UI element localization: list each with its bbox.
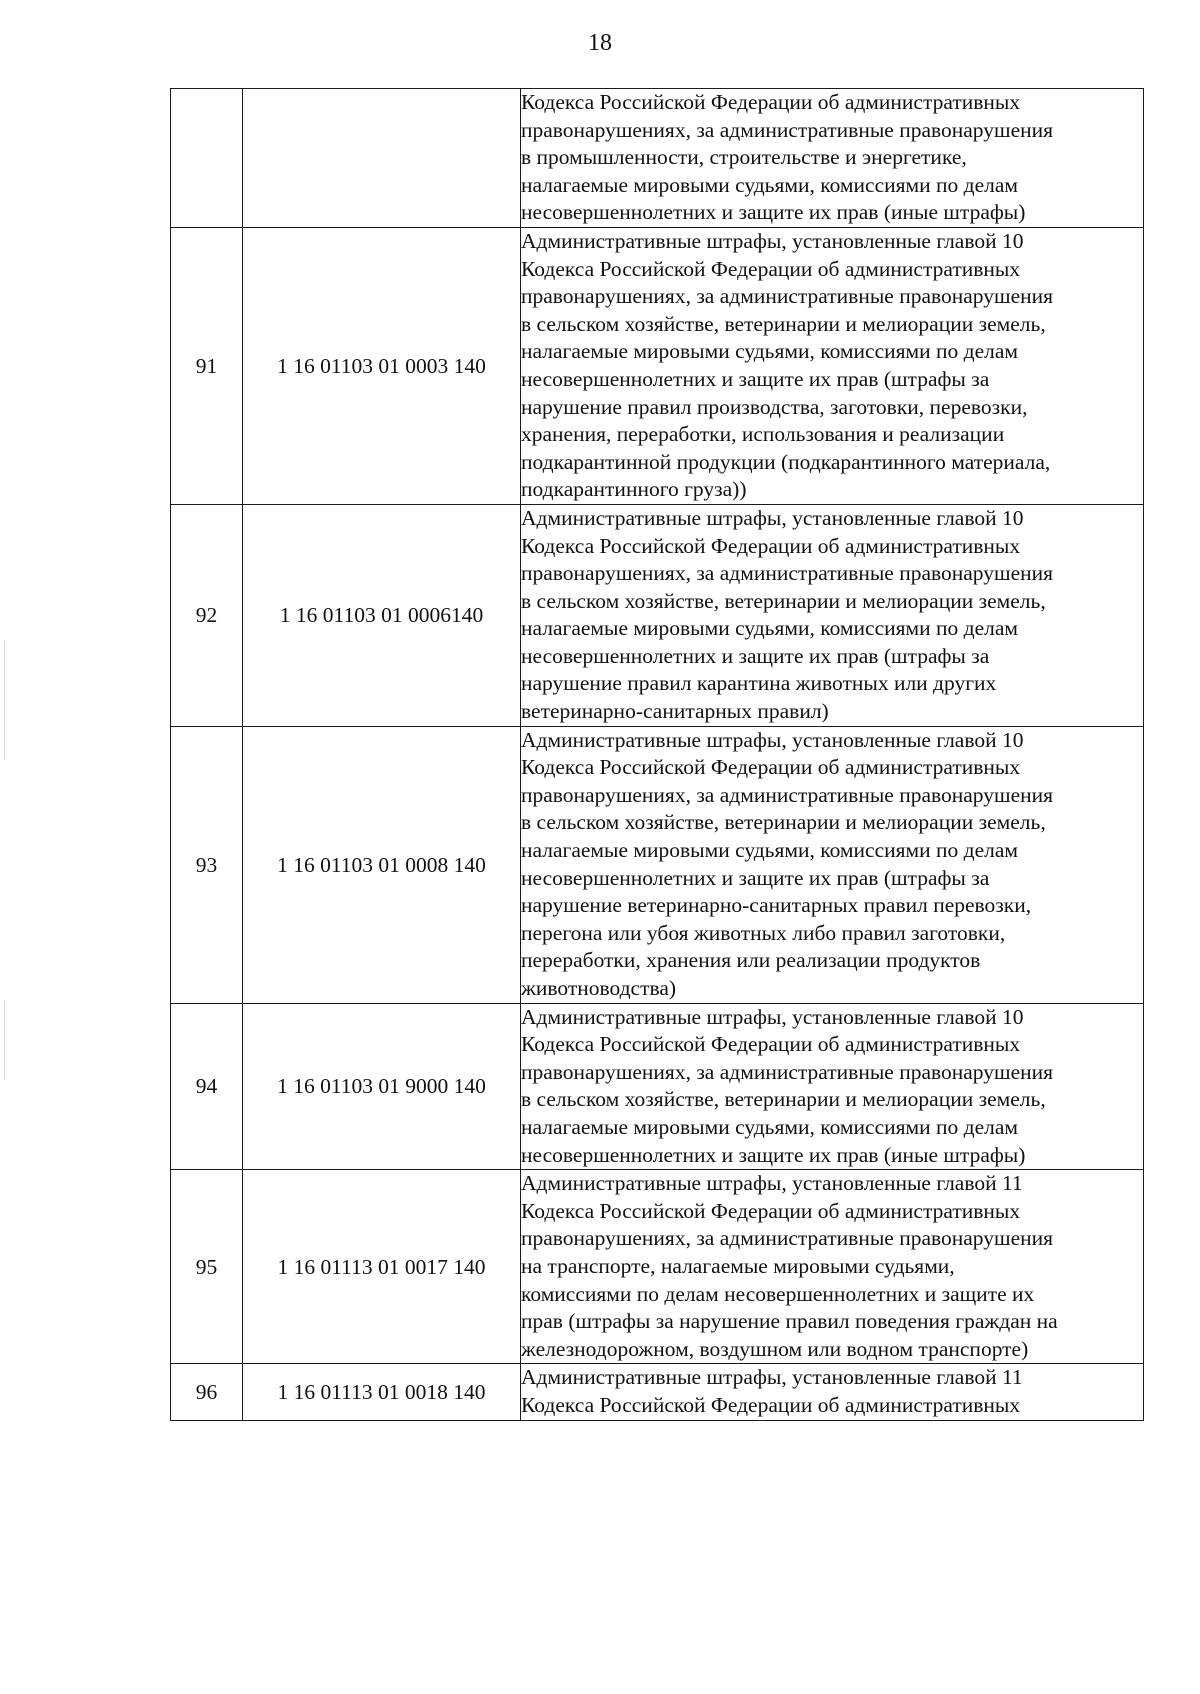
table-row (171, 504, 1144, 726)
scan-edge-mark (4, 1000, 5, 1080)
row-number: 96 (171, 1364, 243, 1420)
description-line: несовершеннолетних и защите их прав (штрафы за (521, 865, 990, 890)
table-row (171, 89, 1144, 228)
description-line: правонарушениях, за административные правонарушения (521, 561, 1054, 586)
table-row (171, 227, 1144, 504)
row-number: 91 (171, 227, 243, 504)
description-line: Административные штрафы, установленные главой 10 (521, 1004, 1024, 1029)
row-number: 92 (171, 504, 243, 726)
budget-classification-code: 1 16 01103 01 9000 140 (243, 1003, 521, 1170)
description-line: правонарушениях, за административные правонарушения (521, 284, 1054, 309)
row-number: 94 (171, 1003, 243, 1170)
fines-table (170, 88, 1144, 1421)
description-line: Кодекса Российской Федерации об административных (521, 755, 1021, 780)
description-line: нарушение ветеринарно-санитарных правил перевозки, (521, 893, 1032, 918)
table-row (171, 1364, 1144, 1420)
description-line: переработки, хранения или реализации продуктов (521, 948, 981, 973)
description-line: налагаемые мировыми судьями, комиссиями по делам (521, 838, 1018, 863)
description-line: Административные штрафы, установленные главой 10 (521, 727, 1024, 752)
description-line: налагаемые мировыми судьями, комиссиями по делам (521, 1114, 1018, 1139)
description-line: подкарантинной продукции (подкарантинного материала, (521, 449, 1051, 474)
description-line: правонарушениях, за административные правонарушения (521, 117, 1054, 142)
table-row (171, 1170, 1144, 1364)
description-line: Административные штрафы, установленные главой 11 (521, 1171, 1023, 1196)
description-line: животноводства) (521, 976, 677, 1000)
fine-description (521, 227, 1144, 504)
fine-description (521, 1364, 1144, 1420)
scan-edge-mark (4, 640, 5, 760)
fine-description (521, 504, 1144, 726)
description-line: перегона или убоя животных либо правил заготовки, (521, 920, 1006, 945)
description-line: несовершеннолетних и защите их прав (иные штрафы) (521, 1142, 1026, 1167)
description-line: правонарушениях, за административные правонарушения (521, 782, 1054, 807)
row-number: 95 (171, 1170, 243, 1364)
description-line: ветеринарно-санитарных правил) (521, 699, 829, 724)
description-line: хранения, переработки, использования и реализации (521, 422, 1005, 447)
description-line: несовершеннолетних и защите их прав (штрафы за (521, 366, 990, 391)
budget-classification-code (243, 89, 521, 228)
description-line: комиссиями по делам несовершеннолетних и защите их (521, 1281, 1035, 1306)
description-line: нарушение правил карантина животных или других (521, 671, 997, 696)
budget-classification-code: 1 16 01103 01 0003 140 (243, 227, 521, 504)
fine-description (521, 1170, 1144, 1364)
table-row (171, 726, 1144, 1003)
fine-description (521, 726, 1144, 1003)
description-line: налагаемые мировыми судьями, комиссиями по делам (521, 339, 1018, 364)
description-line: несовершеннолетних и защите их прав (иные штрафы) (521, 200, 1026, 225)
description-line: в сельском хозяйстве, ветеринарии и мелиорации земель, (521, 311, 1046, 336)
description-line: нарушение правил производства, заготовки, перевозки, (521, 394, 1028, 419)
page-number: 18 (588, 30, 612, 56)
description-line: в промышленности, строительстве и энергетике, (521, 145, 967, 170)
description-line: подкарантинного груза)) (521, 477, 747, 502)
description-line: Кодекса Российской Федерации об административных (521, 533, 1021, 558)
budget-classification-code: 1 16 01103 01 0006140 (243, 504, 521, 726)
row-number (171, 89, 243, 228)
description-line: Административные штрафы, установленные главой 11 (521, 1365, 1023, 1390)
description-line: прав (штрафы за нарушение правил поведения граждан на (521, 1309, 1058, 1334)
budget-classification-code: 1 16 01113 01 0017 140 (243, 1170, 521, 1364)
description-line: Кодекса Российской Федерации об административных (521, 1198, 1021, 1223)
row-number: 93 (171, 726, 243, 1003)
description-line: в сельском хозяйстве, ветеринарии и мелиорации земель, (521, 1087, 1046, 1112)
description-line: Кодекса Российской Федерации об административных (521, 1392, 1021, 1417)
description-line: Кодекса Российской Федерации об административных (521, 90, 1021, 114)
table-row (171, 1003, 1144, 1170)
fines-table-body (171, 89, 1144, 1421)
description-line: налагаемые мировыми судьями, комиссиями по делам (521, 616, 1018, 641)
fine-description (521, 1003, 1144, 1170)
description-line: правонарушениях, за административные правонарушения (521, 1059, 1054, 1084)
description-line: несовершеннолетних и защите их прав (штрафы за (521, 643, 990, 668)
budget-classification-code: 1 16 01103 01 0008 140 (243, 726, 521, 1003)
description-line: Кодекса Российской Федерации об административных (521, 256, 1021, 281)
description-line: правонарушениях, за административные правонарушения (521, 1226, 1054, 1251)
budget-classification-code: 1 16 01113 01 0018 140 (243, 1364, 521, 1420)
description-line: в сельском хозяйстве, ветеринарии и мелиорации земель, (521, 588, 1046, 613)
description-line: Административные штрафы, установленные главой 10 (521, 505, 1024, 530)
description-line: налагаемые мировыми судьями, комиссиями по делам (521, 172, 1018, 197)
description-line: на транспорте, налагаемые мировыми судьями, (521, 1253, 955, 1278)
description-line: Административные штрафы, установленные главой 10 (521, 228, 1024, 253)
description-line: в сельском хозяйстве, ветеринарии и мелиорации земель, (521, 810, 1046, 835)
fine-description (521, 89, 1144, 228)
description-line: Кодекса Российской Федерации об административных (521, 1032, 1021, 1057)
description-line: железнодорожном, воздушном или водном транспорте) (521, 1336, 1029, 1361)
